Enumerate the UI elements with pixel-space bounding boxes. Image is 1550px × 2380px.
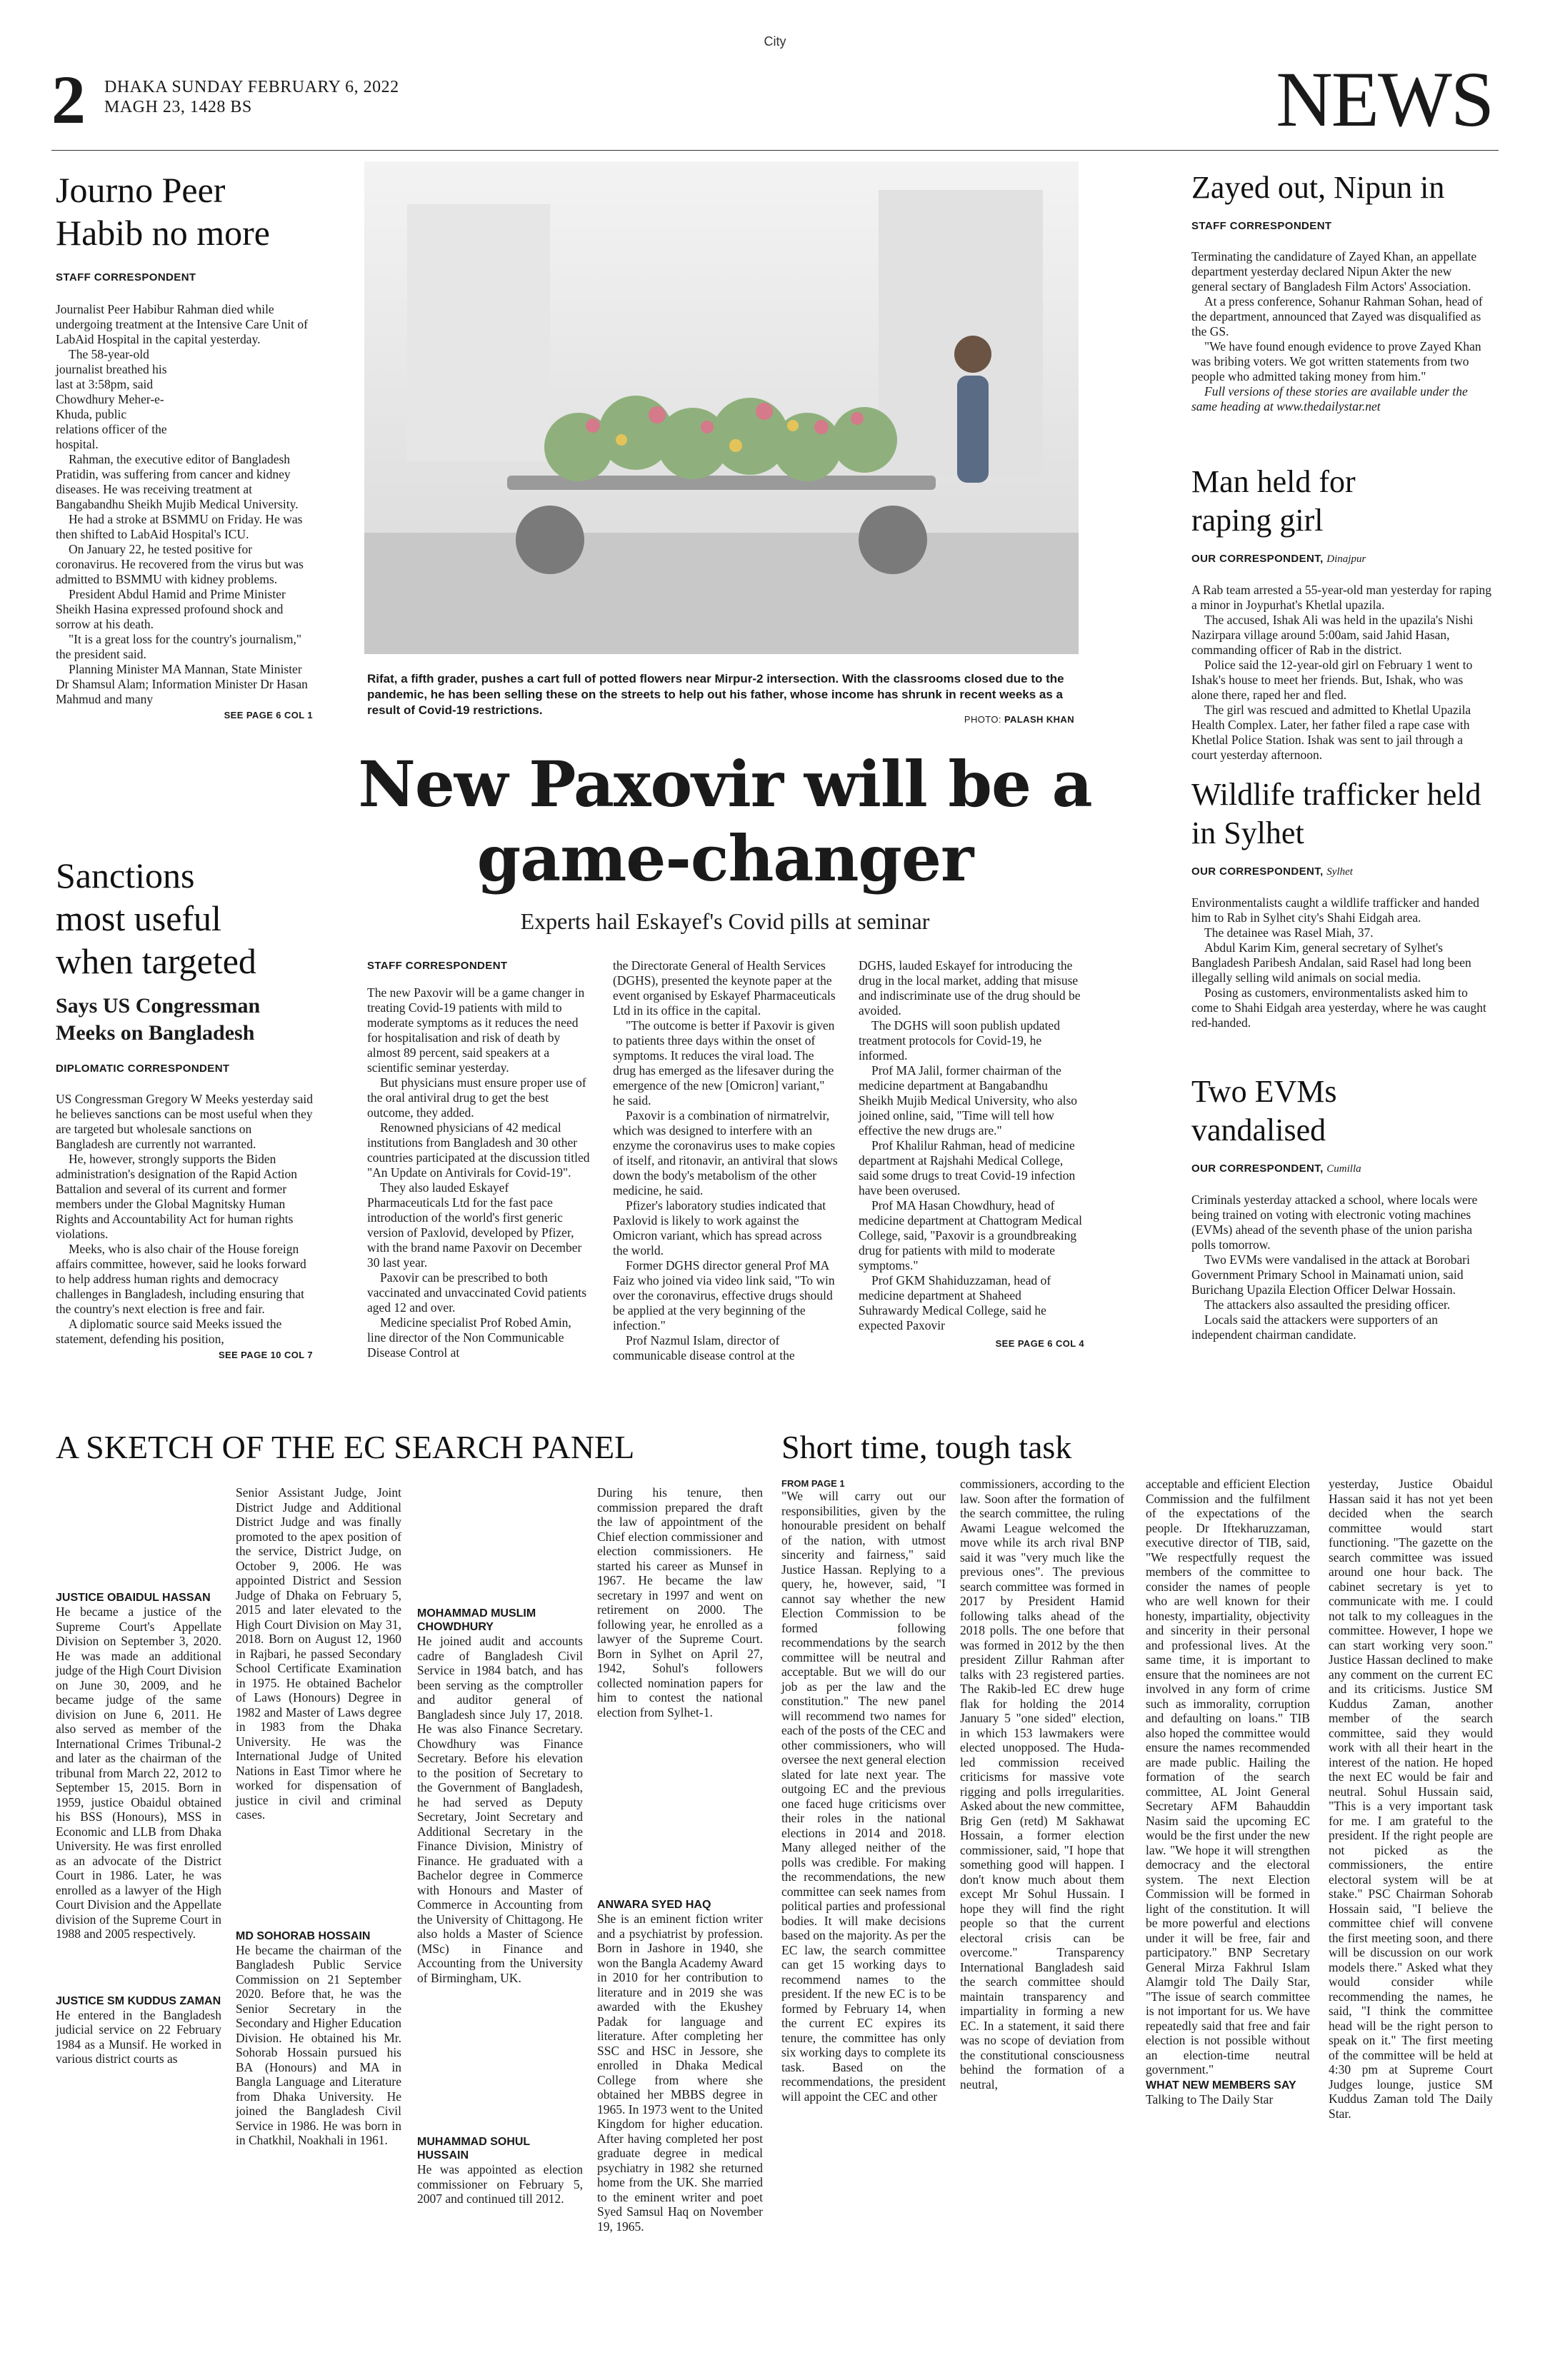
name-kuddus: JUSTICE SM KUDDUS ZAMAN: [56, 1994, 221, 2007]
paragraph: "The outcome is better if Paxovir is given to patients three days within the onset of symptoms. It reduces the viral load. The drug has emerged as the lifesaver during the emergence of the new [Omicron] variant," he said.: [613, 1018, 835, 1108]
byline-location: Sylhet: [1326, 866, 1353, 878]
section-label: City: [764, 34, 786, 49]
shorttime-col-1: [781, 1478, 946, 2104]
bio-sohul-cont: During his tenure, then commission prepared the draft the law of appointment of the Chief election commissioner and election commissioners. He started his career as Munsef in 1967. He became the law secretary in 1997 and went on retirement on 2000. The following year, he enrolled as a lawyer of the Supreme Court. Born in Sylhet on April 27, 1942, Sohul's followers collected nomination papers for him to contest the national election from Sylhet-1.: [597, 1485, 763, 1719]
sketch-col-2: [236, 1485, 401, 2148]
story-body: [56, 302, 313, 707]
byline-location: Cumilla: [1326, 1163, 1361, 1175]
photo-credit-label: PHOTO:: [964, 714, 1001, 725]
byline: STAFF CORRESPONDENT: [56, 271, 196, 283]
subhead: Says US Congressman Meeks on Bangladesh: [56, 994, 261, 1045]
sketch-headline: A SKETCH OF THE EC SEARCH PANEL: [56, 1429, 635, 1465]
paragraph: The 58-year-old journalist breathed his last at 3:58pm, said Chowdhury Meher-e-Khuda, public relations officer of the hospital.: [56, 347, 167, 451]
paragraph: They also lauded Eskayef Pharmaceuticals Ltd for the fast pace introduction of the world's first generic version of Paxlovid, developed by Pfizer, with the brand name Paxovir on December 30 last year.: [367, 1180, 582, 1270]
byline: DIPLOMATIC CORRESPONDENT: [56, 1063, 230, 1075]
paragraph: The girl was rescued and admitted to Khetlal Upazila Health Complex. Later, her father filed a rape case with Khetlal Police Station. Ishak was sent to jail through a court yesterday afternoon.: [1191, 703, 1471, 762]
jump-line[interactable]: SEE PAGE 6 COL 1: [224, 710, 313, 720]
lead-subhead: Experts hail Eskayef's Covid pills at seminar: [520, 908, 930, 934]
paragraph: Paxovir can be prescribed to both vaccinated and unvaccinated Covid patients aged 12 and over.: [367, 1270, 587, 1315]
headline: Zayed out, Nipun in: [1191, 170, 1445, 205]
paragraph: Pfizer's laboratory studies indicated that Paxlovid is likely to work against the Omicron variant, which has spread across the world.: [613, 1198, 826, 1257]
paragraph: Full versions of these stories are available under the same heading at www.thedailystar.net: [1191, 384, 1468, 413]
paragraph: At a press conference, Sohanur Rahman Sohan, head of the department, announced that Zayed was disqualified as the GS.: [1191, 294, 1483, 338]
paragraph: Meeks, who is also chair of the House foreign affairs committee, however, said he looks forward to help address human rights and democracy challenges in Bangladesh, including ensuring that the country's next election is free and fair.: [56, 1242, 306, 1316]
paragraph: The new Paxovir will be a game changer in treating Covid-19 patients with mild to moderate symptoms as it reduces the need for hospitalisation and risk of death by almost 89 percent, said speakers at a scientific seminar yesterday.: [367, 985, 585, 1075]
sketch-col-1: [56, 1512, 221, 2067]
bio-muslim: He joined audit and accounts cadre of Bangladesh Civil Service in 1984 batch, and has been serving as the comptroller and auditor general of Bangladesh since July 17, 2018. He was also Finance Secretary. Chowdhury was Finance Secretary. Before his elevation to the position of Secretary to the Government of Bangladesh, he had served as Deputy Secretary, Joint Secretary and Additional Secretary in the Finance Division, Ministry of Finance. He graduated with a Bachelor degree in Commerce with Honours and Master of Commerce in Accounting from the University of Chittagong. He also holds a Master of Science (MSc) in Finance and Accounting from the University of Birmingham, UK.: [417, 1634, 583, 1985]
story-zayed: [1191, 169, 1491, 414]
headline: Sanctions most useful when targeted: [56, 855, 256, 981]
date-gregorian: DHAKA SUNDAY FEBRUARY 6, 2022: [104, 78, 399, 96]
paragraph: Abdul Karim Kim, general secretary of Sylhet's Bangladesh Paribesh Andalan, said Rasel had long been illegally selling wild animals on social media.: [1191, 940, 1471, 985]
paragraph: Prof MA Hasan Chowdhury, head of medicine department at Chattogram Medical College, said, "Paxovir is a groundbreaking drug for patients with mild to moderate symptoms.": [859, 1198, 1082, 1272]
portrait-sohorab: [236, 1822, 401, 1929]
story-body: [1191, 1192, 1491, 1342]
column-text-tail: Talking to The Daily Star: [1146, 2092, 1274, 2107]
story-wildlife: [1191, 775, 1491, 1030]
headline: Two EVMs vandalised: [1191, 1074, 1337, 1148]
paragraph: Environmentalists caught a wildlife trafficker and handed him to Rab in Sylhet city's Shahi Eidgah area.: [1191, 895, 1480, 925]
headline: Journo Peer Habib no more: [56, 170, 270, 253]
from-page-kicker: FROM PAGE 1: [781, 1478, 845, 1489]
paragraph: Prof MA Jalil, former chairman of the medicine department at Bangabandhu Sheikh Mujib Medical University, who also joined online, said, "Time will tell how effective the new drugs are.": [859, 1063, 1078, 1138]
byline: [1191, 1163, 1491, 1175]
shorttime-col-3: [1146, 1477, 1310, 2107]
paragraph: Criminals yesterday attacked a school, where locals were being trained on voting with electronic voting machines (EVMs) ahead of the seventh phase of the union parisha polls tomorrow.: [1191, 1192, 1478, 1252]
photo-image: [364, 161, 1079, 654]
story-journo: [56, 169, 313, 720]
headline: Man held for raping girl: [1191, 464, 1356, 538]
bio-obaidul: He became a justice of the Supreme Court's Appellate Division on September 3, 2020. He was made an additional judge of the High Court Division on June 30, 2009, and he became judge of the same division on June 6, 2011. He also served as member of the International Crimes Tribunal-2 and later as the chairman of the tribunal from March 22, 2012 to September 15, 2015. Born in 1959, justice Obaidul obtained his BSS (Honours), MSS in Economic and LLB from Dhaka University. He was first enrolled as an advocate of the District Court in 1986. Later, he was enrolled as a lawyer of the High Court Division and the Appellate division of the Supreme Court in 1988 and 2005 respectively.: [56, 1605, 221, 1941]
paragraph: Terminating the candidature of Zayed Khan, an appellate department yesterday declared Nipun Akter the new general sectary of Bangladesh Film Actors' Association.: [1191, 249, 1477, 293]
story-evms: [1191, 1073, 1491, 1342]
paragraph: Paxovir is a combination of nirmatrelvir, which was designed to interfere with an enzyme the coronavirus uses to make copies of itself, and ritonavir, an antiviral that slows down the body's metabolism of the other medicine, he said.: [613, 1108, 838, 1197]
lead-col-3: [859, 958, 1084, 1351]
lead-headline-line1: New Paxovir will be a: [358, 747, 1092, 821]
portrait-anwara: [597, 1719, 763, 1898]
story-sanctions: [56, 854, 313, 1360]
paragraph: A Rab team arrested a 55-year-old man yesterday for raping a minor in Joypurhat's Khetlal upazila.: [1191, 583, 1491, 612]
paragraph: the Directorate General of Health Services (DGHS), presented the keynote paper at the event organised by Eskayef Pharmaceuticals Ltd in its office in the capital.: [613, 958, 836, 1018]
paragraph: Police said the 12-year-old girl on February 1 went to Ishak's house to meet her friends. But, Ishak, who was alone there, raped her and fled.: [1191, 658, 1473, 702]
byline: [1191, 553, 1491, 566]
lead-col-2: [613, 958, 839, 1363]
paragraph: DGHS, lauded Eskayef for introducing the drug in the local market, adding that misuse and indiscriminate use of the drug should be avoided.: [859, 958, 1081, 1018]
paragraph: "It is a great loss for the country's journalism," the president said.: [56, 632, 302, 661]
sketch-col-4: [597, 1485, 763, 2234]
paragraph: Former DGHS director general Prof MA Faiz who joined via video link said, "To win over the coronavirus, effective drugs should be applied at the very beginning of the infection.": [613, 1258, 835, 1332]
paragraph: Prof GKM Shahiduzzaman, head of medicine department at Shaheed Suhrawardy Medical College, said he expected Paxovir: [859, 1273, 1051, 1332]
byline-text: OUR CORRESPONDENT,: [1191, 865, 1324, 878]
paragraph: He had a stroke at BSMMU on Friday. He was then shifted to LabAid Hospital's ICU.: [56, 512, 303, 541]
shorttime-col-2: commissioners, according to the law. Soon after the formation of the search committee, the ruling Awami League welcomed the move while its arch rival BNP said it was "very much like the previous ones". The previous search committee was formed in 2017 by President Hamid following talks ahead of the 2018 polls. The one before that was formed in 2012 by the then president Zillur Rahman after talks with 23 registered parties. The Rakib-led EC drew huge flak for holding the 2014 January 5 "one sided" election, in which 153 lawmakers were elected unopposed. The Huda-led commission received criticisms for massive vote rigging and polls irregularities. Asked about the new committee, Brig Gen (retd) M Sakhawat Hossain, a former election commissioner, said, "I hope that something good will happen. I don't know much about them except Mr Sohul Hussain. I hope they will find the right people so that the current electoral crisis can be overcome." Transparency International Bangladesh said the search committee should maintain transparency and impartiality in forming a new EC. In a statement, it said there was no scope of deviation from the constitutional consciousness behind the formation of a neutral,: [960, 1477, 1124, 2092]
paragraph: "We have found enough evidence to prove Zayed Khan was bribing voters. We got written statements from two people who admitted taking money from him.": [1191, 339, 1481, 383]
story-body: [1191, 583, 1491, 763]
portrait-muslim: [417, 1485, 583, 1607]
sketch-col-3: [417, 1485, 583, 2206]
story-body: [1191, 895, 1491, 1030]
name-obaidul: JUSTICE OBAIDUL HASSAN: [56, 1592, 211, 1604]
paragraph: Renowned physicians of 42 medical institutions from Bangladesh and 30 other countries participated at the discussion titled "An Update on Antivirals for Covid-19".: [367, 1120, 590, 1180]
portrait-obaidul: [56, 1512, 221, 1591]
page-number: 2: [51, 61, 86, 138]
paragraph: The attackers also assaulted the presiding officer.: [1204, 1297, 1451, 1312]
shorttime-col-4: yesterday, Justice Obaidul Hassan said it has not yet been decided when the search committee would start functioning. "The gazette on the search committee was issued around one hour back. The cabinet secretary is yet to communicate with me. I could not talk to my colleagues in the committee. However, I hope we can start working very soon." Justice Hassan declined to make any comment on the current EC and its criticisms. Justice SM Kuddus Zaman, another member of the search committee, said they would work with all their heart in the interest of the nation. He hoped the next EC would be fair and neutral. Sohul Hussain said, "This is a very important task for me. I am grateful to the president. If the right people are not picked as the commissioners, the entire electoral system will be at stake." PSC Chairman Sohorab Hossain said, "I believe the committee chief will convene the first meeting soon, and there will be discussion on our work models there." Asked what they would consider while recommending the names, he said, "I think the committee head will be the right person to speak on it." The first meeting of the committee will be held at 4:30 pm at Supreme Court Judges lounge, justice SM Kuddus Zaman told The Daily Star.: [1329, 1477, 1493, 2121]
column-text: acceptable and efficient Election Commission and the fulfilment of the expectations of the people. Dr Iftekharuzzaman, executive director of TIB, said, "We respectfully request the members of the committee to consider the names of people who are well known for their honesty, impartiality, objectivity and sincerity in their personal and professional lives. At the same time, it is important to ensure that the nominees are not involved in any form of crime such as immorality, corruption and defaulting on loans." TIB also hoped the committee would ensure the names recommended are made public. Hailing the formation of the search committee, AL Joint General Secretary AFM Bahauddin Nasim said the upcoming EC would be the first under the new law. "We hope it will strengthen democracy and the electoral system. The next Election Commission will be formed in light of the constitution. It will be more powerful and elections under it will be free, fair and participatory." BNP Secretary General Mirza Fakhrul Islam Alamgir told The Daily Star, "The issue of search committee is not important for us. We have repeatedly said that free and fair election is not possible without an election-time neutral government.": [1146, 1477, 1310, 2077]
portrait-sohul: [417, 1985, 583, 2135]
lead-col-1: [367, 985, 593, 1360]
masthead-rule: [51, 150, 1499, 151]
paragraph: Prof Nazmul Islam, director of communicable disease control at the: [613, 1333, 795, 1362]
jump-line[interactable]: SEE PAGE 10 COL 7: [218, 1350, 313, 1360]
name-sohorab: MD SOHORAB HOSSAIN: [236, 1929, 371, 1942]
bio-sohorab: He became the chairman of the Bangladesh Public Service Commission on 21 September 2020. Before that, he was the Senior Secretary in the Secondary and Higher Education Division. He obtained his Mr. Sohorab Hossain pursued his BA (Honours) and MA in Bangla Language and Literature from Dhaka University. He joined the Bangladesh Civil Service in 1986. He was born in in Chatkhil, Noakhali in 1961.: [236, 1942, 401, 2147]
lead-headline: [336, 747, 1114, 895]
column-text: "We will carry out our responsibilities, given by the honourable president on behalf of the nation, with utmost sincerity and fairness," said Justice Hassan. Replying to a query, he, however, said, "I cannot say whether the new Election Commission to be formed following recommendations by the search committee will be neutral and acceptable. But we will do our job as per the law and the constitution." The new panel will recommend two names for each of the posts of the CEC and other commissioners, who will oversee the next general election slated for late next year. The outgoing EC and the previous one faced huge criticisms over their roles in the national elections in 2014 and 2018. Many alleged neither of the polls was credible. For making the recommendations, the new committee can seek names from political parties and professional bodies. It will make decisions based on the majority. As per the EC law, the search committee can get 15 working days to recommend names to the president. If the new EC is to be formed by February 14, when the current EC expires its tenure, the committee has only six working days to complete its task. Based on the recommendations, the president will appoint the CEC and other: [781, 1489, 946, 2104]
paragraph: Journalist Peer Habibur Rahman died while undergoing treatment at the Intensive Care Unit of LabAid Hospital in the capital yesterday.: [56, 302, 308, 346]
paragraph: On January 22, he tested positive for coronavirus. He recovered from the virus but was admitted to BSMMU with kidney problems.: [56, 542, 304, 586]
photo-credit: [367, 714, 1074, 725]
paragraph: Rahman, the executive editor of Bangladesh Pratidin, was suffering from cancer and kidney diseases. He was receiving treatment at Bangabandhu Sheikh Mujib Medical University.: [56, 452, 299, 511]
paragraph: But physicians must ensure proper use of the oral antiviral drug to get the best outcome, they added.: [367, 1075, 586, 1120]
dateline: [104, 77, 399, 117]
byline-text: OUR CORRESPONDENT,: [1191, 1163, 1324, 1175]
photo-caption: Rifat, a fifth grader, pushes a cart full of potted flowers near Mirpur-2 intersection. With the classrooms closed due to the pandemic, he has been selling these on the streets to help out his father, whose income has shrunk in recent weeks as a result of Covid-19 restrictions.: [367, 672, 1064, 717]
column-subhead: WHAT NEW MEMBERS SAY: [1146, 2079, 1296, 2092]
jump-line[interactable]: SEE PAGE 6 COL 4: [995, 1338, 1084, 1349]
byline-location: Dinajpur: [1326, 553, 1366, 565]
bio-anwara: She is an eminent fiction writer and a psychiatrist by profession. Born in Jashore in 1940, she won the Bangla Academy Award in 2010 for her contribution to literature and in 2019 she was awarded with the Ekushey Padak for language and literature. After completing her SSC and HSC in Jessore, she enrolled in Dhaka Medical College from where she obtained her MBBS degree in 1965. In 1973 went to the United Kingdom for higher education. After having completed her post graduate degree in medical psychiatry in 1982 she returned home from the UK. She married to the eminent writer and poet Syed Samsul Haq on November 19, 1965.: [597, 1912, 763, 2234]
paragraph: Posing as customers, environmentalists asked him to come to Shahi Eidgah area yesterday, where he was caught red-handed.: [1191, 985, 1486, 1030]
name-anwara: ANWARA SYED HAQ: [597, 1899, 711, 1911]
paragraph: Locals said the attackers were supporters of an independent chairman candidate.: [1191, 1312, 1439, 1342]
name-sohul: MUHAMMAD SOHUL HUSSAIN: [417, 2136, 530, 2161]
paragraph: He, however, strongly supports the Biden administration's designation of the Rapid Action Battalion and several of its current and former members under the Global Magnitsky Human Rights and Accountability Act for human rights violations.: [56, 1152, 298, 1241]
paragraph: Two EVMs were vandalised in the attack at Borobari Government Primary School in Mainamati union, said Burichang Upazila Election Officer Delwar Hossain.: [1191, 1252, 1470, 1297]
byline-text: OUR CORRESPONDENT,: [1191, 553, 1324, 565]
paragraph: Medicine specialist Prof Robed Amin, line director of the Non Communicable Disease Control at: [367, 1315, 571, 1360]
paragraph: Planning Minister MA Mannan, State Minister Dr Shamsul Alam; Information Minister Dr Hasan Mahmud and many: [56, 662, 308, 706]
paragraph: The accused, Ishak Ali was held in the upazila's Nishi Nazirpara village around 5:00am, said Jahid Hasan, commanding officer of Rab in the district.: [1191, 613, 1474, 657]
paragraph: President Abdul Hamid and Prime Minister Sheikh Hasina expressed profound shock and sorrow at his death.: [56, 587, 286, 631]
paragraph: US Congressman Gregory W Meeks yesterday said he believes sanctions can be most useful when they are targeted but wholesale sanctions on Bangladesh are currently not warranted.: [56, 1092, 313, 1151]
name-muslim: MOHAMMAD MUSLIM CHOWDHURY: [417, 1607, 536, 1633]
story-body: [1191, 249, 1491, 414]
paragraph: The DGHS will soon publish updated treatment protocols for Covid-19, he informed.: [859, 1018, 1060, 1063]
headline: Wildlife trafficker held in Sylhet: [1191, 777, 1481, 850]
paragraph: Prof Khalilur Rahman, head of medicine department at Rajshahi Medical College, said some drugs to treat Covid-19 infection have been overused.: [859, 1138, 1076, 1197]
photo-credit-name: PALASH KHAN: [1004, 714, 1074, 725]
paragraph: A diplomatic source said Meeks issued the statement, defending his position,: [56, 1317, 282, 1346]
story-body: [56, 1092, 313, 1347]
news-photo: [364, 161, 1079, 654]
date-bangla: MAGH 23, 1428 BS: [104, 98, 252, 116]
paragraph: The detainee was Rasel Miah, 37.: [1204, 925, 1374, 940]
bio-kuddus: He entered in the Bangladesh judicial service on 22 February 1984 as a Munsif. He worked in various district courts as: [56, 2007, 221, 2066]
shorttime-headline: Short time, tough task: [781, 1429, 1072, 1465]
lead-headline-line2: game-changer: [476, 821, 974, 895]
lead-byline: STAFF CORRESPONDENT: [367, 960, 508, 972]
bio-kuddus-cont: Senior Assistant Judge, Joint District Judge and Additional District Judge and was finally promoted to the apex position of the service, District Judge, on October 9, 2006. He was appointed District and Session Judge of Dhaka on February 5, 2015 and later elevated to the High Court Division on May 31, 2018. Born on August 12, 1960 in Rajbari, he passed Secondary School Certificate Examination in 1975. He obtained Bachelor of Laws (Honours) Degree in 1982 and Master of Laws degree in 1983 from the Dhaka University. He was the International Judge of United Nations in East Timor where he worked for dispensation of justice in civil and criminal cases.: [236, 1485, 401, 1822]
byline: [1191, 865, 1491, 878]
story-man-held: [1191, 463, 1491, 763]
portrait-kuddus: [56, 1942, 221, 1994]
section-title: NEWS: [1276, 56, 1493, 143]
byline: STAFF CORRESPONDENT: [1191, 220, 1332, 232]
bio-sohul: He was appointed as election commissioner on February 5, 2007 and continued till 2012.: [417, 2162, 583, 2206]
